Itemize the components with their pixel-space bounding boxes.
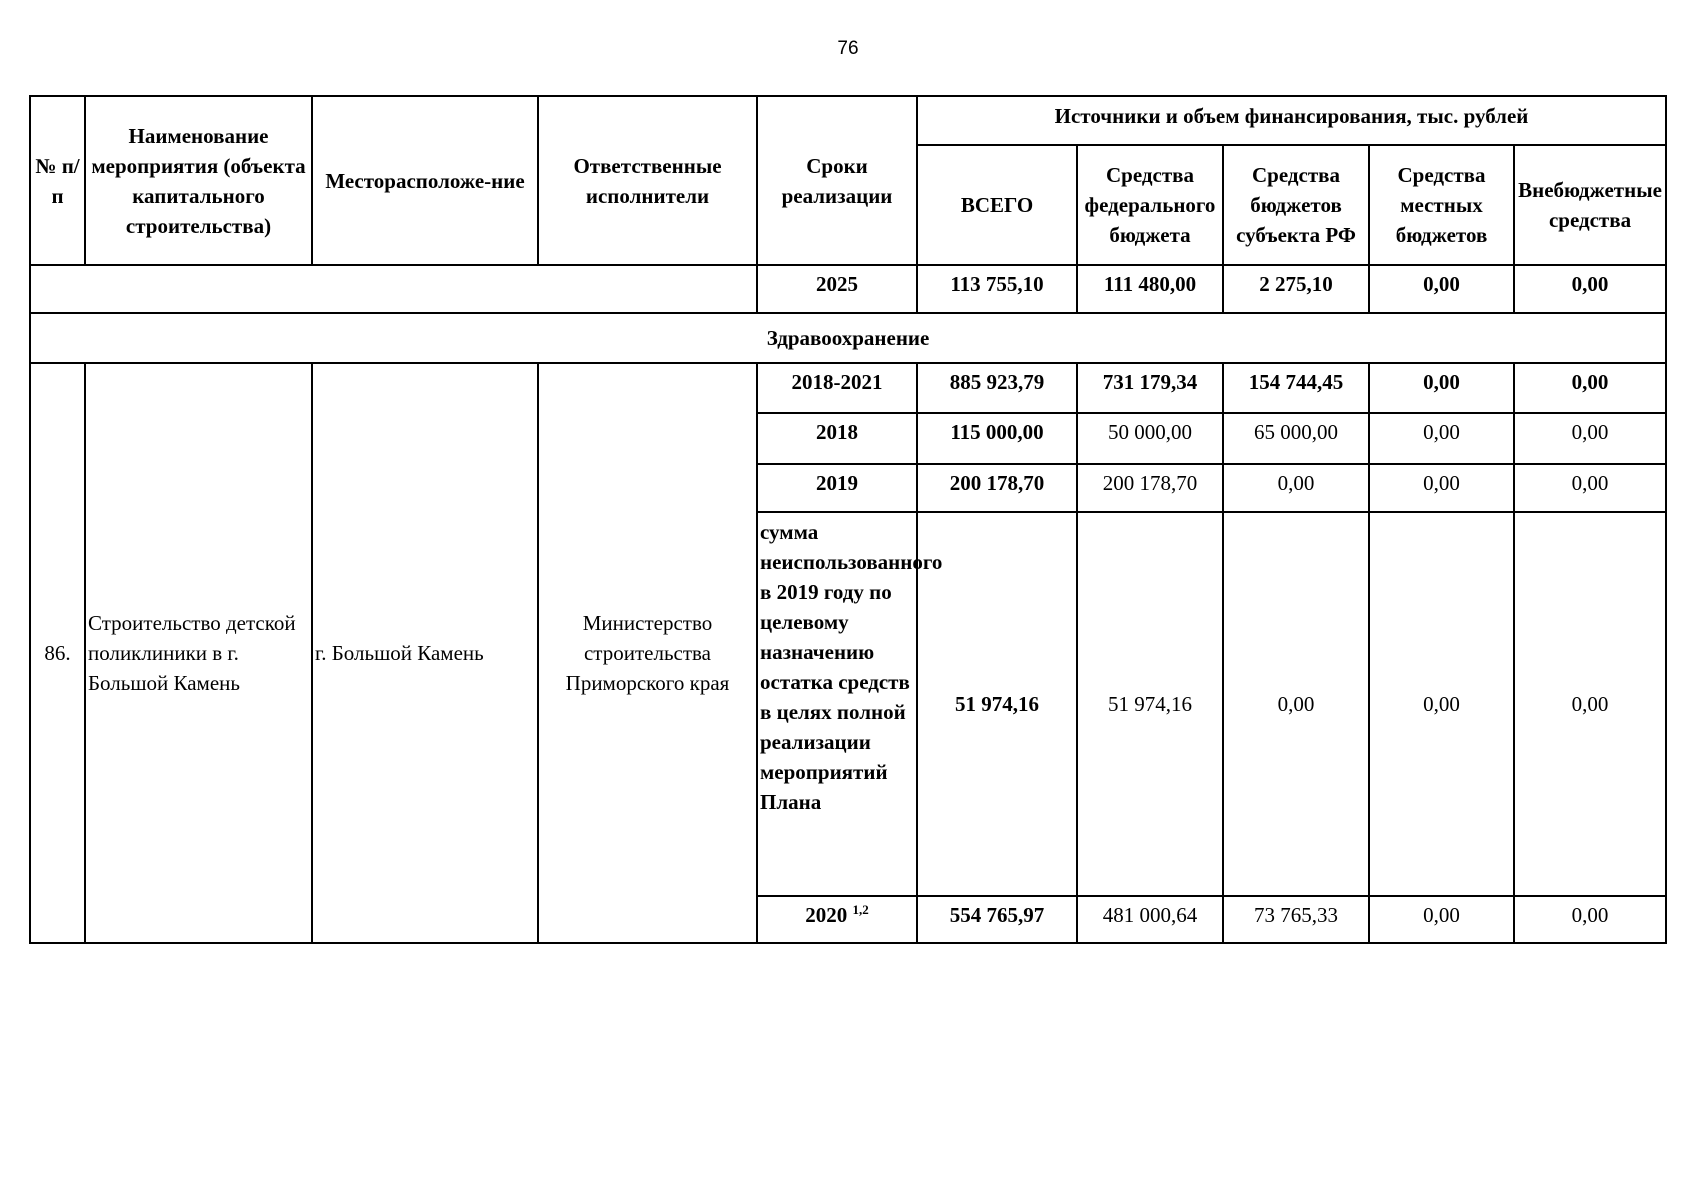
cell-subject: 154 744,45: [1223, 363, 1369, 413]
cell-subject: 0,00: [1223, 464, 1369, 512]
cell-federal: 481 000,64: [1077, 896, 1223, 943]
item-num: 86.: [30, 363, 85, 943]
cell-period: 2018: [757, 413, 917, 464]
item-responsible: Министерство строительства Приморского края: [538, 363, 757, 943]
cell-extra: 0,00: [1514, 896, 1666, 943]
item-name: Строительство детской поликлиники в г. Большой Камень: [85, 363, 312, 943]
cell-subject: 2 275,10: [1223, 265, 1369, 313]
cell-subject: 73 765,33: [1223, 896, 1369, 943]
header-name: Наименование мероприятия (объекта капитального строительства): [85, 96, 312, 265]
cell-extra: 0,00: [1514, 413, 1666, 464]
cell-period-note: сумма неиспользованного в 2019 году по целевому назначению остатка средств в целях полной реализации мероприятий Плана: [757, 512, 917, 896]
cell-period: [757, 896, 917, 943]
cell-federal: 111 480,00: [1077, 265, 1223, 313]
page-number: 76: [837, 38, 859, 59]
cell-total: 554 765,97: [917, 896, 1077, 943]
header-total: ВСЕГО: [917, 145, 1077, 265]
header-responsible: Ответственные исполнители: [538, 96, 757, 265]
cell-period: 2025: [757, 265, 917, 313]
cell-local: 0,00: [1369, 413, 1514, 464]
cell-local: 0,00: [1369, 464, 1514, 512]
cell-subject: 65 000,00: [1223, 413, 1369, 464]
cell-extra: 0,00: [1514, 464, 1666, 512]
cell-local: 0,00: [1369, 512, 1514, 896]
cell-total: 200 178,70: [917, 464, 1077, 512]
cell-total: 885 923,79: [917, 363, 1077, 413]
cell-extra: 0,00: [1514, 363, 1666, 413]
cell-federal: 51 974,16: [1077, 512, 1223, 896]
empty-cell: [30, 265, 757, 313]
header-subject: Средства бюджетов субъекта РФ: [1223, 145, 1369, 265]
cell-total: 113 755,10: [917, 265, 1077, 313]
header-extra: Внебюджетные средства: [1514, 145, 1666, 265]
header-terms: Сроки реализации: [757, 96, 917, 265]
cell-period: 2019: [757, 464, 917, 512]
table-row: [30, 265, 1666, 313]
cell-federal: 731 179,34: [1077, 363, 1223, 413]
cell-total: 51 974,16: [917, 512, 1077, 896]
header-federal: Средства федерального бюджета: [1077, 145, 1223, 265]
cell-period: 2018-2021: [757, 363, 917, 413]
period-label: 2020: [805, 903, 848, 927]
section-row: [30, 313, 1666, 363]
cell-local: 0,00: [1369, 363, 1514, 413]
cell-total: 115 000,00: [917, 413, 1077, 464]
header-num: № п/п: [30, 96, 85, 265]
financing-table: [29, 95, 1667, 944]
cell-local: 0,00: [1369, 265, 1514, 313]
cell-federal: 50 000,00: [1077, 413, 1223, 464]
cell-federal: 200 178,70: [1077, 464, 1223, 512]
header-local: Средства местных бюджетов: [1369, 145, 1514, 265]
section-title: Здравоохранение: [30, 313, 1666, 363]
header-sources: Источники и объем финансирования, тыс. рублей: [917, 96, 1666, 145]
cell-extra: 0,00: [1514, 512, 1666, 896]
cell-subject: 0,00: [1223, 512, 1369, 896]
footnote-ref: 1,2: [852, 902, 869, 917]
cell-local: 0,00: [1369, 896, 1514, 943]
cell-extra: 0,00: [1514, 265, 1666, 313]
header-location: Месторасположе-ние: [312, 96, 538, 265]
table-row: [30, 363, 1666, 413]
item-location: г. Большой Камень: [312, 363, 538, 943]
